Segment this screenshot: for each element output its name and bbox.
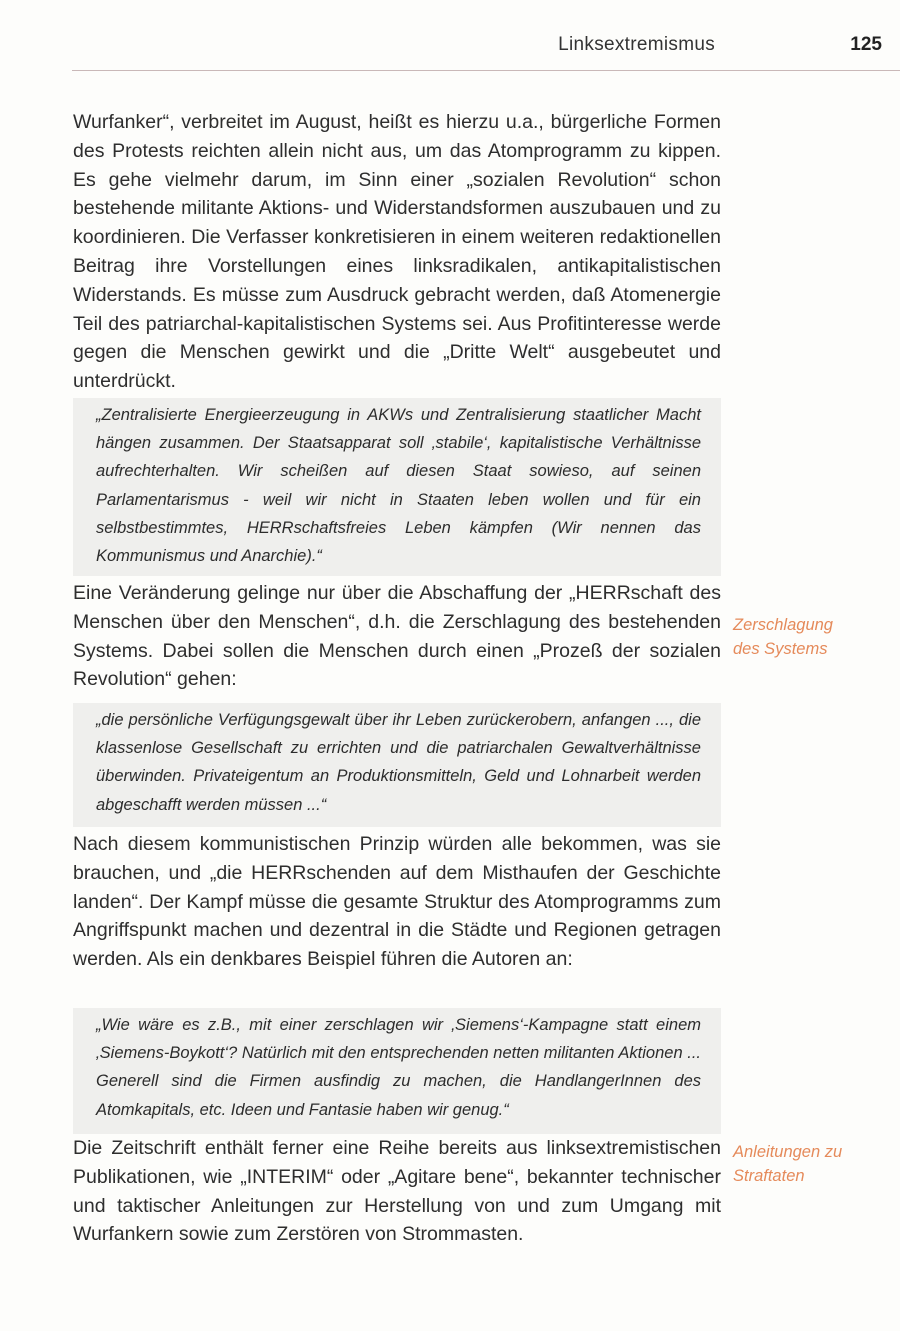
paragraph-text: Wurfanker“, verbreitet im August, heißt es hierzu u.a., bürgerliche Formen des Protests reichten allein nicht aus, um das Atomprogramm zu kippen. Es gehe vielmehr darum, im Sinn einer „sozialen Revolution“ schon bestehende militante Aktions- und Widerstandsformen auszubauen und zu koordinieren. Die Verfasser konkretisieren in einem weiteren redaktionellen Beitrag ihre Vorstellungen eines linksradikalen, antikapitalistischen Widerstands. Es müsse zum Ausdruck gebracht werden, daß Atomenergie Teil des patriarchal-kapitalistischen Systems sei. Aus Profitinteresse werde gegen die Menschen gewirkt und die „Dritte Welt“ ausgebeutet und unterdrückt. [73,111,721,393]
quote-text: „Zentralisierte Energieerzeugung in AKWs und Zentralisierung staatlicher Macht hängen zusammen. Der Staatsapparat soll ‚stabile‘, kapitalistische Verhältnisse aufrechterhalten. Wir scheißen auf diesen Staat sowieso, auf seinen Parlamentarismus - weil wir nicht in Staaten leben wollen und für ein selbstbestimmtes, HERRschaftsfreies Leben kämpfen (Wir nennen das Kommunismus und Anarchie).“ [96,406,701,566]
paragraph-2 [73,579,721,694]
paragraph-4 [73,1134,721,1249]
quote-block-3 [73,1008,721,1134]
paragraph-1 [73,108,721,396]
margin-note-line: Straftaten [733,1167,805,1185]
paragraph-text: Eine Veränderung gelinge nur über die Abschaffung der „HERRschaft des Menschen über den Menschen“, d.h. die Zerschlagung des bestehenden Systems. Dabei sollen die Menschen durch einen „Prozeß der sozialen Revolution“ gehen: [73,582,721,691]
page-number: 125 [850,34,882,55]
quote-text: „Wie wäre es z.B., mit einer zerschlagen wir ‚Siemens‘-Kampagne statt einem ‚Siemens-Boykott‘? Natürlich mit den entsprechenden netten militanten Aktionen ... Generell sind die Firmen ausfindig zu machen, die HandlangerInnen des Atomkapitals, etc. Ideen und Fantasie haben wir genug.“ [96,1016,701,1119]
paragraph-text: Nach diesem kommunistischen Prinzip würden alle bekommen, was sie brauchen, und „die HERRschenden auf dem Misthaufen der Geschichte landen“. Der Kampf müsse die gesamte Struktur des Atomprogramms zum Angriffspunkt machen und dezentral in die Städte und Regionen getragen werden. Als ein denkbares Beispiel führen die Autoren an: [73,833,721,971]
quote-block-1 [73,398,721,576]
quote-text: „die persönliche Verfügungsgewalt über ihr Leben zurückerobern, anfangen ..., die klassenlose Gesellschaft zu errichten und die patriarchalen Gewaltverhältnisse überwinden. Privateigentum an Produktionsmitteln, Geld und Lohnarbeit werden abgeschafft werden müssen ...“ [96,711,701,814]
quote-block-2 [73,703,721,827]
paragraph-3 [73,830,721,974]
margin-note-line: des Systems [733,640,828,658]
margin-note-anleitungen [733,1140,893,1188]
paragraph-text: Die Zeitschrift enthält ferner eine Reihe bereits aus linksextremistischen Publikationen, wie „INTERIM“ oder „Agitare bene“, bekannter technischer und taktischer Anleitungen zur Herstellung von und zum Umgang mit Wurfankern sowie zum Zerstören von Strommasten. [73,1137,721,1246]
section-title: Linksextremismus [558,34,715,55]
margin-note-line: Anleitungen zu [733,1143,843,1161]
running-header [72,30,900,71]
margin-note-line: Zerschlagung [733,616,833,634]
margin-note-zerschlagung [733,613,893,661]
